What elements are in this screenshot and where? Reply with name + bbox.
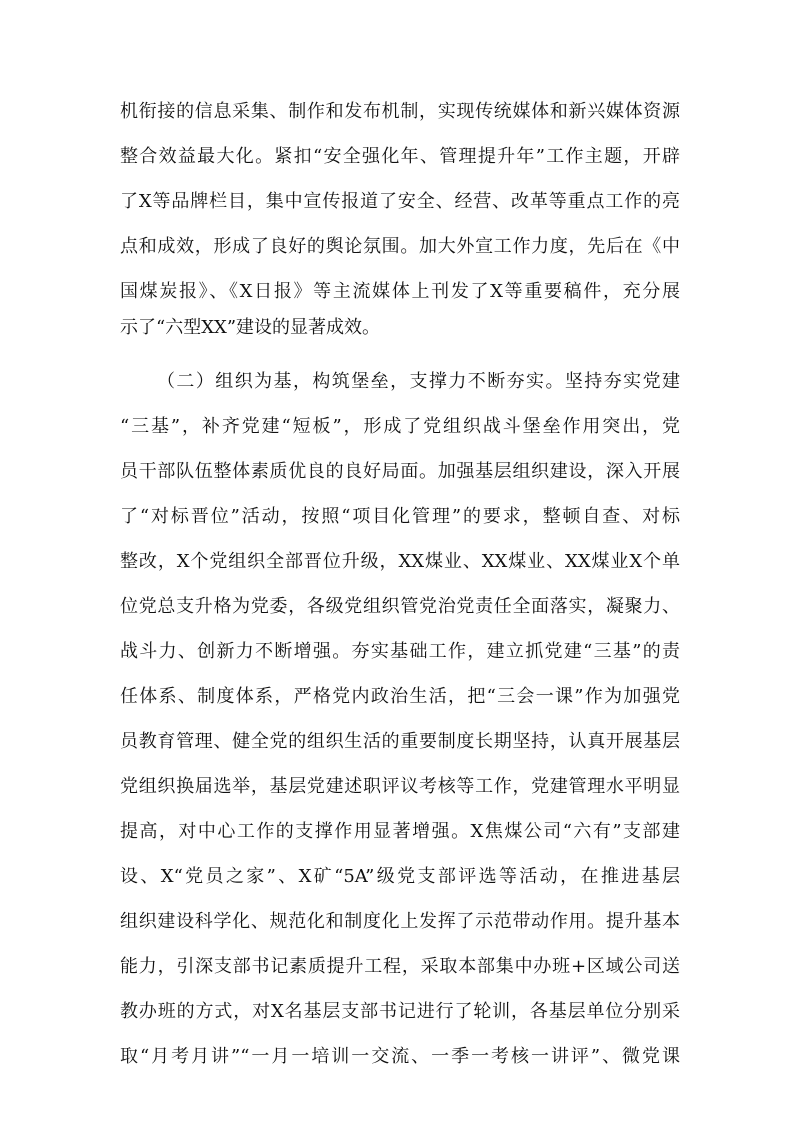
text-line: 员教育管理、健全党的组织生活的重要制度长期坚持，认真开展基层 — [120, 731, 680, 752]
text-line: 国煤炭报》、《X日报》等主流媒体上刊发了X等重要稿件，充分展 — [120, 281, 680, 302]
text-line: 点和成效，形成了良好的舆论氛围。加大外宣工作力度，先后在《中 — [120, 236, 680, 257]
text-line: 战斗力、创新力不断增强。夯实基础工作，建立抓党建“三基”的责 — [120, 641, 680, 662]
text-line: 能力，引深支部书记素质提升工程，采取本部集中办班+区域公司送 — [120, 956, 680, 977]
text-line: 整合效益最大化。紧扣“安全强化年、管理提升年”工作主题，开辟 — [120, 146, 680, 167]
text-line: 党组织换届选举，基层党建述职评议考核等工作，党建管理水平明显 — [120, 776, 680, 797]
text-line: 了X等品牌栏目，集中宣传报道了安全、经营、改革等重点工作的亮 — [120, 191, 680, 212]
section-heading-line: （二）组织为基，构筑堡垒，支撑力不断夯实。坚持夯实党建 — [157, 371, 680, 392]
text-line: 教办班的方式，对X名基层支部书记进行了轮训，各基层单位分别采 — [120, 1001, 680, 1022]
text-line: 示了“六型XX”建设的显著成效。 — [120, 317, 381, 338]
text-line: 提高，对中心工作的支撑作用显著增强。X焦煤公司“六有”支部建 — [120, 821, 680, 842]
text-line: 任体系、制度体系，严格党内政治生活，把“三会一课”作为加强党 — [120, 686, 680, 707]
text-line: 了“对标晋位”活动，按照“项目化管理”的要求，整顿自查、对标 — [120, 506, 680, 527]
text-line: 整改，X个党组织全部晋位升级，XX煤业、XX煤业、XX煤业X个单 — [120, 551, 680, 572]
text-line: 机衔接的信息采集、制作和发布机制，实现传统媒体和新兴媒体资源 — [120, 101, 680, 122]
text-line: 组织建设科学化、规范化和制度化上发挥了示范带动作用。提升基本 — [120, 911, 680, 932]
text-line: 取“月考月讲”“一月一培训一交流、一季一考核一讲评”、微党课 — [120, 1046, 680, 1067]
text-line: “三基”，补齐党建“短板”，形成了党组织战斗堡垒作用突出，党 — [120, 416, 680, 437]
text-line: 员干部队伍整体素质优良的良好局面。加强基层组织建设，深入开展 — [120, 461, 680, 482]
text-line: 位党总支升格为党委，各级党组织管党治党责任全面落实，凝聚力、 — [120, 596, 680, 617]
text-line: 设、X“党员之家”、X矿“5A”级党支部评选等活动，在推进基层 — [120, 866, 680, 887]
